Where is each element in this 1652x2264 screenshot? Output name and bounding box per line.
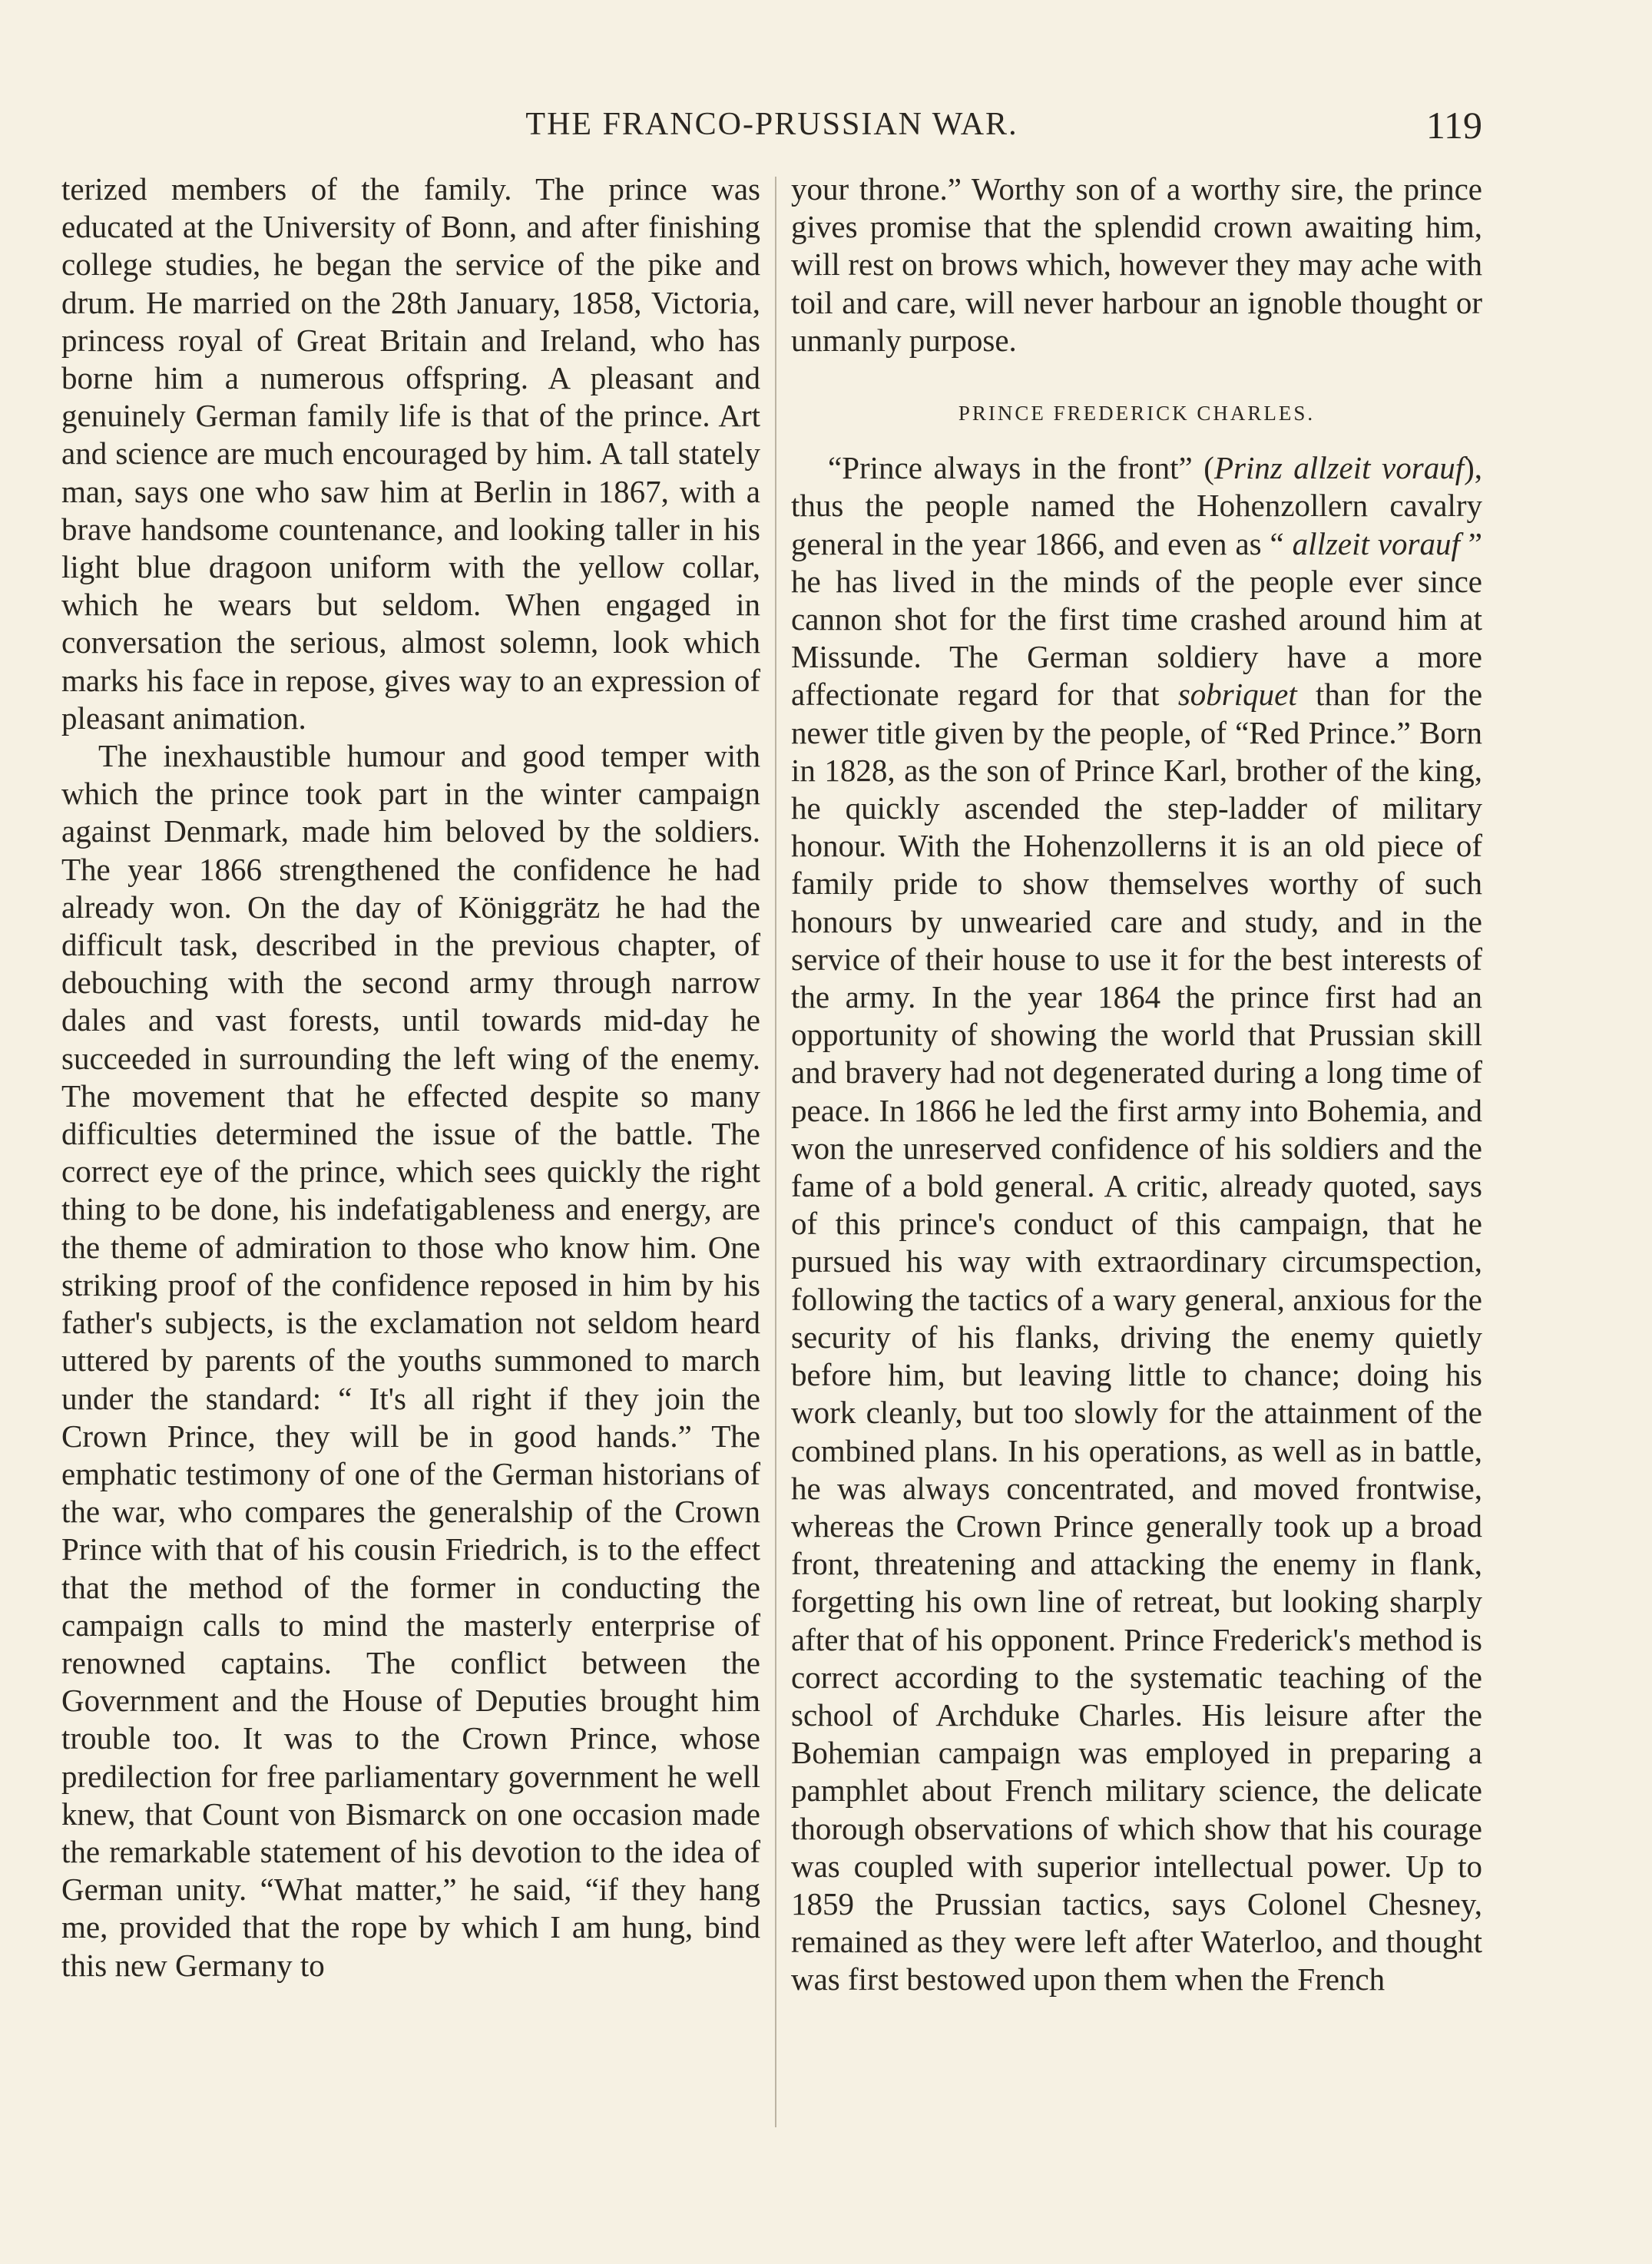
right-column bbox=[791, 170, 1482, 1999]
italic-run: allzeit vorauf bbox=[1292, 525, 1460, 561]
right-paragraph-2 bbox=[791, 449, 1482, 1998]
italic-run: Prinz allzeit vorauf bbox=[1213, 450, 1465, 486]
text-run: ” he has lived in the minds of the people ever since cannon shot for the first time crashed around him at Missunde. The German soldiery have a more affectionate regard for that bbox=[791, 525, 1482, 713]
page-header bbox=[61, 106, 1482, 160]
column-divider bbox=[775, 177, 776, 2127]
left-paragraph-2: The inexhaustible humour and good temper with which the prince took part in the winter campaign against Denmark, made him beloved by the soldiers. The year 1866 strengthened the confidence he had already won. On the day of Königgrätz he had the difficult task, described in the previous chapter, of debouching with the second army through narrow dales and vast forests, until towards mid-day he succeeded in surrounding the left wing of the enemy. The movement that he effected despite so many difficulties determined the issue of the battle. The correct eye of the prince, which sees quickly the right thing to be done, his indefatigableness and energy, are the theme of admiration to those who know him. One striking proof of the confidence reposed in him by his father's subjects, is the exclamation not seldom heard uttered by parents of the youths summoned to march under the standard: “ It's all right if they join the Crown Prince, they will be in good hands.” The emphatic testimony of one of the German historians of the war, who compares the generalship of the Crown Prince with that of his cousin Friedrich, is to the effect that the method of the former in conducting the campaign calls to mind the masterly enterprise of renowned captains. The conflict between the Government and the House of Deputies brought him trouble too. It was to the Crown Prince, whose predilection for free parliamentary government he well knew, that Count von Bismarck on one occasion made the remarkable statement of his devotion to the idea of German unity. “What matter,” he said, “if they hang me, provided that the rope by which I am hung, bind this new Germany to bbox=[61, 738, 760, 1983]
left-paragraph-1: terized members of the family. The prince was educated at the University of Bonn, and after finishing college studies, he began the service of the pike and drum. He married on the 28th January, 1858, Victoria, princess royal of Great Britain and Ireland, who has borne him a numerous offspring. A pleasant and genuinely German family life is that of the prince. Art and science are much encouraged by him. A tall stately man, says one who saw him at Berlin in 1867, with a brave handsome countenance, and looking taller in his light blue dragoon uniform with the yellow collar, which he wears but seldom. When engaged in conversation the serious, almost solemn, look which marks his face in repose, gives way to an expression of pleasant animation. bbox=[61, 171, 760, 736]
text-run: ), thus the people named the Hohenzollern cavalry general in the year 1866, and even as “ bbox=[791, 450, 1482, 561]
running-head: THE FRANCO-PRUSSIAN WAR. bbox=[525, 107, 1018, 142]
left-column bbox=[61, 170, 760, 1984]
italic-run: sobriquet bbox=[1177, 677, 1297, 713]
section-heading: PRINCE FREDERICK CHARLES. bbox=[958, 402, 1316, 425]
right-paragraph-1: your throne.” Worthy son of a worthy sire, the prince gives promise that the splendid crown awaiting him, will rest on brows which, however they may ache with toil and care, will never harbour an ignoble thought or unmanly purpose. bbox=[791, 171, 1482, 358]
page-number: 119 bbox=[1425, 104, 1482, 147]
text-run: “Prince always in the front” ( bbox=[828, 450, 1214, 486]
text-run: than for the newer title given by the people, of “Red Prince.” Born in 1828, as the son of Prince Karl, brother of the king, he quickly ascended the step-ladder of military honour. With the Hohenzollerns it is an old piece of family pride to show themselves worthy of such honours by unwearied care and study, and in the service of their house to use it for the best interests of the army. In the year 1864 the prince first had an opportunity of showing the world that Prussian skill and bravery had not degenerated during a long time of peace. In 1866 he led the first army into Bohemia, and won the unreserved confidence of his soldiers and the fame of a bold general. A critic, already quoted, says of this prince's conduct of this campaign, that he pursued his way with extraordinary circumspection, following the tactics of a wary general, anxious for the security of his flanks, driving the enemy quietly before him, but leaving little to chance; doing his work cleanly, but too slowly for the attainment of the combined plans. In his operations, as well as in battle, he was always concentrated, and moved frontwise, whereas the Crown Prince generally took up a broad front, threatening and attacking the enemy in flank, forgetting his own line of retreat, but looking sharply after that of his opponent. Prince Frederick's method is correct according to the systematic teaching of the school of Archduke Charles. His leisure after the Bohemian campaign was employed in preparing a pamphlet about French military science, the delicate thorough observations of which show that his courage was coupled with superior intellectual power. Up to 1859 the Prussian tactics, says Colonel Chesney, remained as they were left after Waterloo, and thought was first bestowed upon them when the French bbox=[791, 677, 1483, 1998]
